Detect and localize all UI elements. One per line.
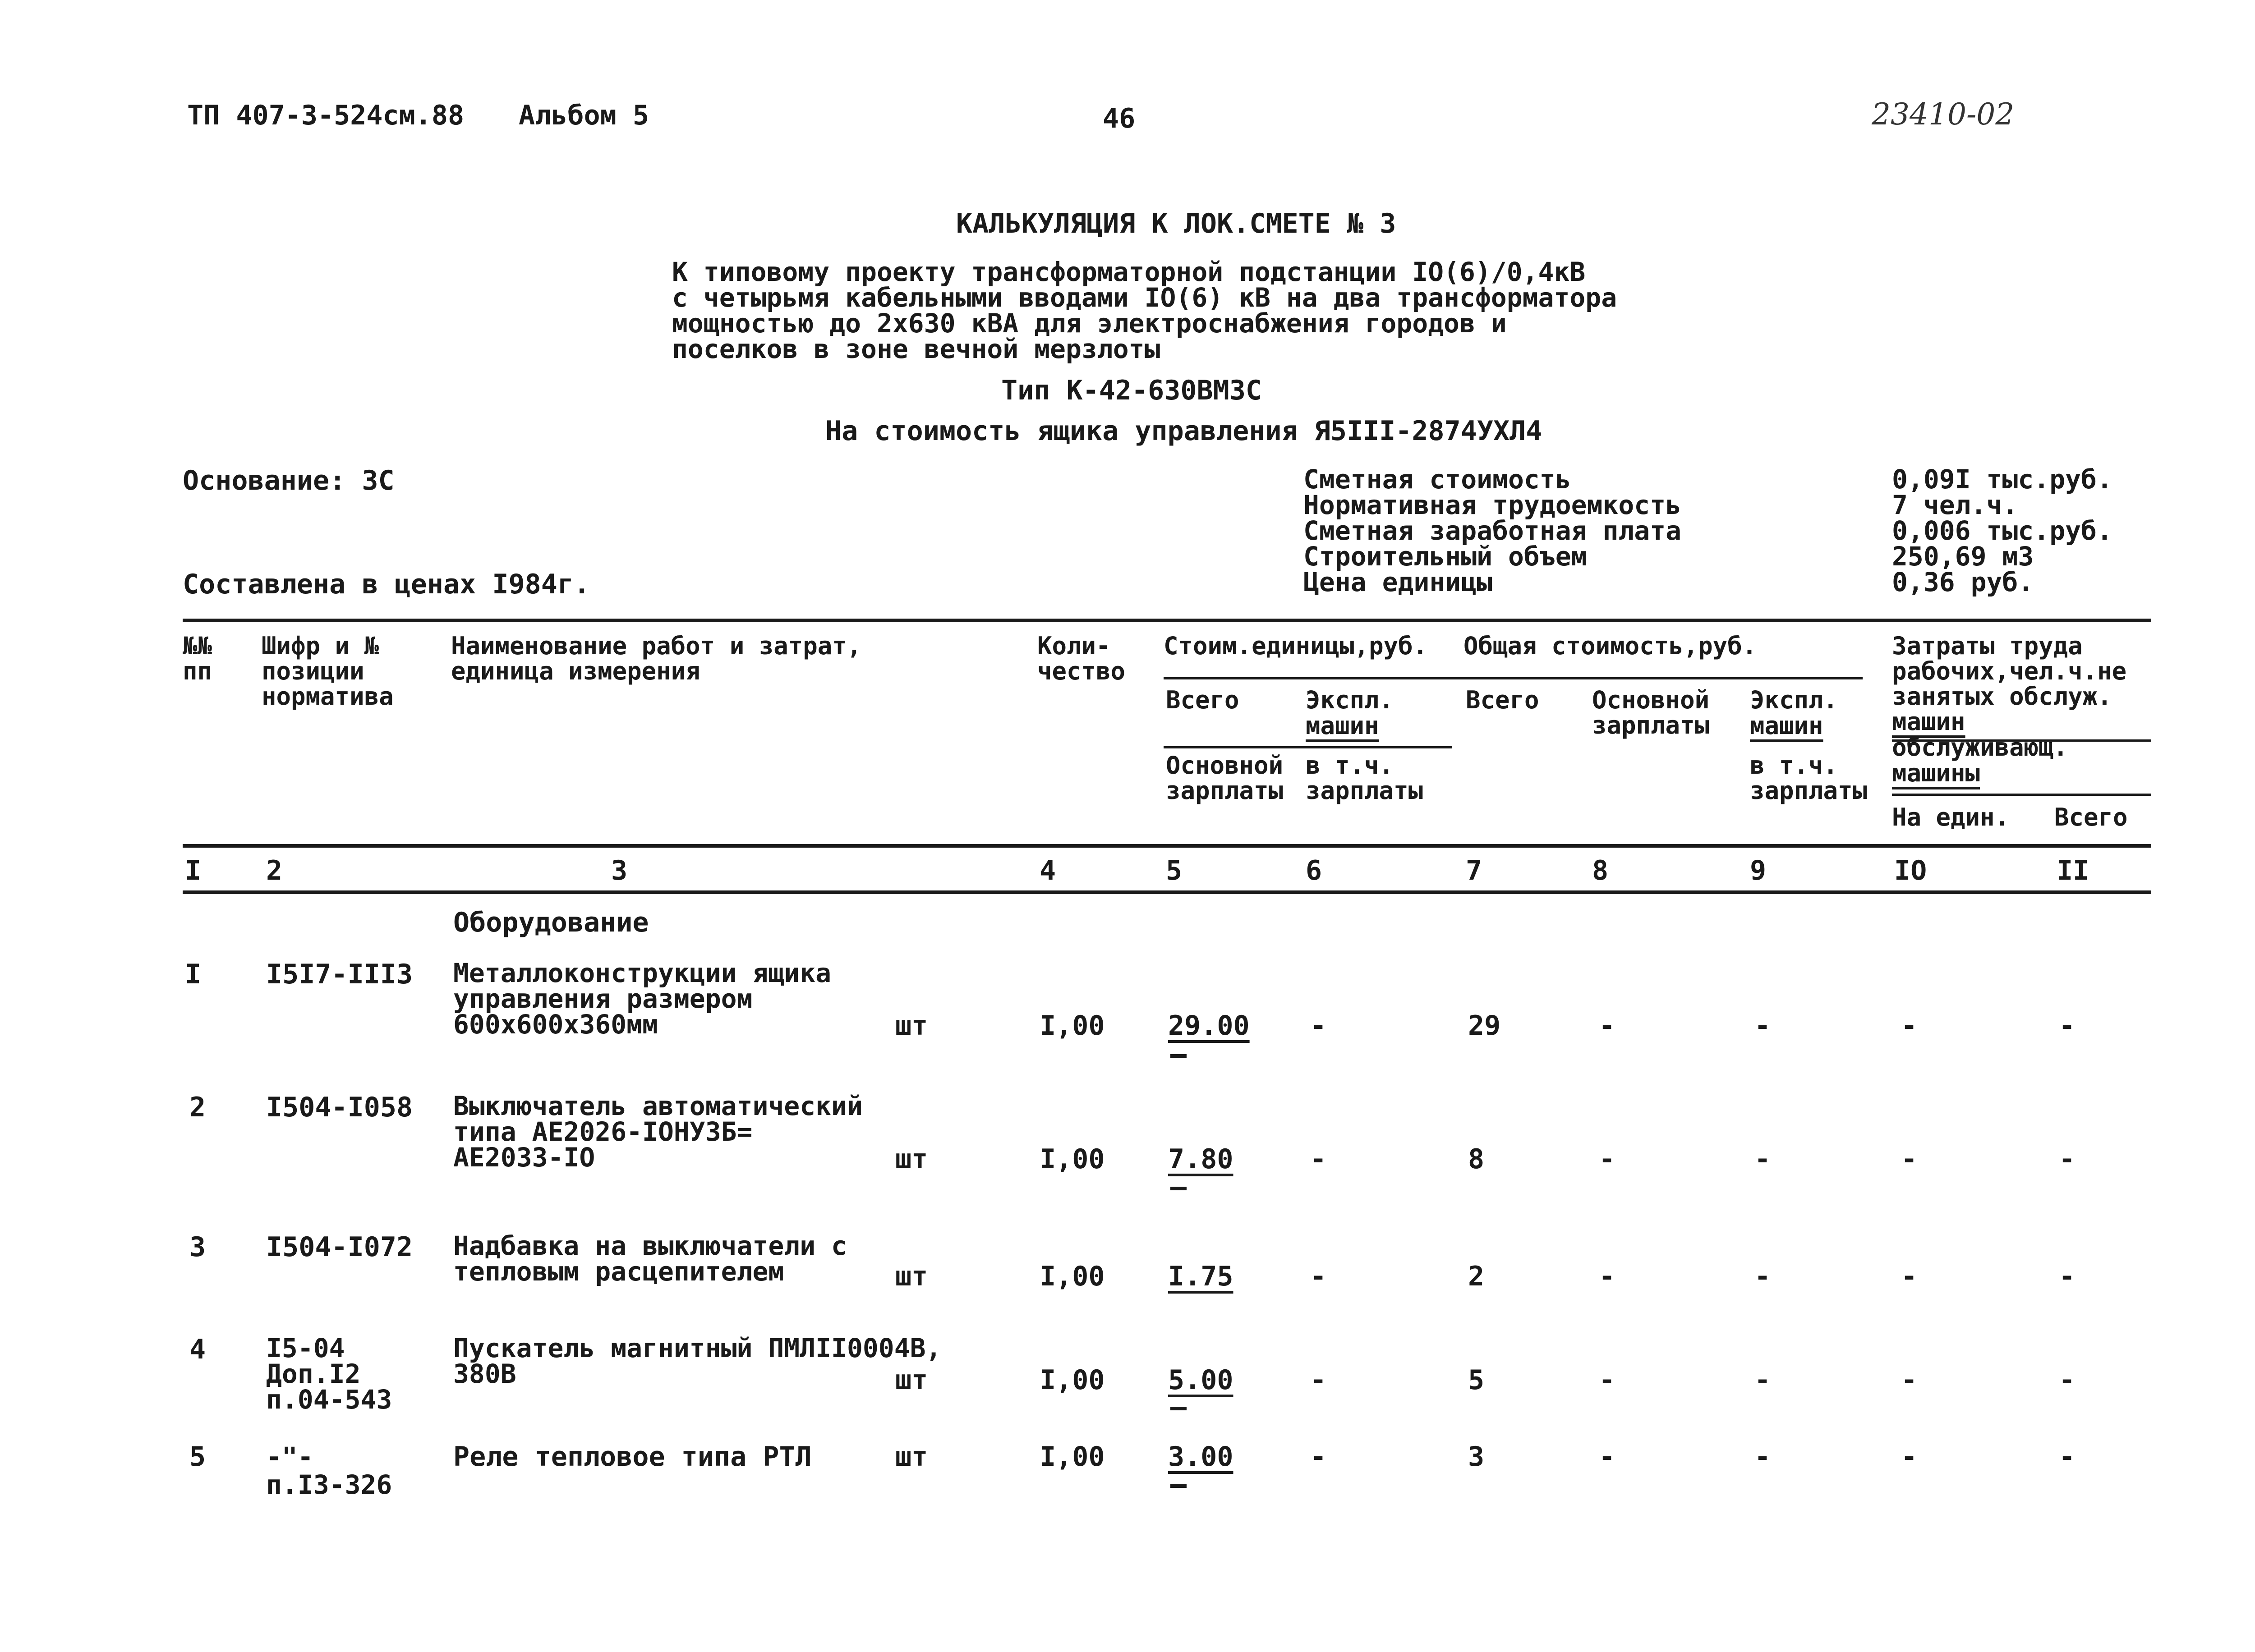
row-5-labor-unit: -	[1901, 1441, 1918, 1473]
row-1-expl: -	[1754, 1010, 1771, 1042]
row-5-quantity: I,00	[1040, 1441, 1105, 1473]
header-bottom-rule	[183, 844, 2151, 848]
row-1-labor-total: -	[2059, 1010, 2076, 1042]
col-num-6: 6	[1306, 855, 1322, 886]
row-2-base-wage: -	[1599, 1143, 1615, 1175]
row-5-unit-total: 3.00	[1168, 1441, 1233, 1473]
row-2-name: Выключатель автоматический типа АЕ2026-IОНУЗБ= АЕ2033-IO	[453, 1091, 863, 1173]
cost-group-rule	[1164, 677, 1863, 679]
row-2-unit: шт	[895, 1143, 928, 1175]
row-2-unit-total: 7.80	[1168, 1143, 1233, 1175]
row-1-total: 29	[1468, 1010, 1501, 1042]
col-header-number: №№ пп	[183, 632, 212, 685]
row-4-unit-total: 5.00	[1168, 1364, 1233, 1396]
col-num-11: II	[2057, 855, 2089, 886]
row-2-code: I504-I058	[266, 1092, 413, 1123]
row-4-name: Пускатель магнитный ПМЛII0004В, 380В	[453, 1333, 942, 1389]
row-2-expl: -	[1754, 1143, 1771, 1175]
type-line: Тип К-42-630ВМЗС	[1001, 375, 1262, 406]
row-1-unit-total: 29.00	[1168, 1010, 1250, 1042]
row-3-base-wage: -	[1599, 1261, 1615, 1292]
cost-line: На стоимость ящика управления Я5III-2874УХЛ4	[825, 415, 1542, 447]
row-4-expl: -	[1754, 1364, 1771, 1396]
column-numbers-rule	[183, 890, 2151, 894]
col-header-6-bottom: в т.ч. зарплаты	[1306, 751, 1423, 805]
row-5-code: -"- п.I3-326	[266, 1441, 392, 1500]
row-2-labor-total: -	[2059, 1143, 2076, 1175]
handwritten-stamp: 23410-02	[1872, 97, 2015, 132]
section-label: Оборудование	[453, 907, 649, 938]
row-5-total: 3	[1468, 1441, 1485, 1473]
row-2-unit-expl: -	[1310, 1143, 1327, 1175]
col-num-8: 8	[1592, 855, 1609, 886]
row-2-total: 8	[1468, 1143, 1485, 1175]
row-1-base-wage: -	[1599, 1010, 1615, 1042]
col-num-9: 9	[1750, 855, 1767, 886]
col-header-11: Всего	[2054, 803, 2128, 831]
row-2-quantity: I,00	[1040, 1143, 1105, 1175]
row-3-code: I504-I072	[266, 1231, 413, 1263]
col-header-quantity: Коли- чество	[1037, 632, 1126, 685]
row-2-labor-unit: -	[1901, 1143, 1918, 1175]
summary-values: 0,09I тыс.руб. 7 чел.ч. 0,006 тыс.руб. 250,69 м3 0,36 руб.	[1892, 464, 2112, 597]
row-3-unit: шт	[895, 1261, 928, 1292]
col-header-9-top: Экспл.	[1750, 686, 1838, 714]
basis-text: Основание: ЗС	[183, 465, 395, 496]
col-header-name: Наименование работ и затрат, единица измерения	[451, 632, 862, 685]
col-header-9-top-machines: машин	[1750, 711, 1823, 740]
row-4-number: 4	[189, 1334, 206, 1365]
col-header-labor-service-machines: машины	[1892, 759, 1980, 787]
col-num-2: 2	[266, 855, 283, 886]
row-3-unit-expl: -	[1310, 1261, 1327, 1292]
col-header-9-bottom: в т.ч. зарплаты	[1750, 751, 1868, 805]
col-num-10: IO	[1894, 855, 1927, 886]
row-4-base-wage-dash	[1170, 1407, 1187, 1410]
row-4-total: 5	[1468, 1364, 1485, 1396]
col-header-7: Всего	[1466, 686, 1539, 714]
row-4-quantity: I,00	[1040, 1364, 1105, 1396]
row-5-name: Реле тепловое типа РТЛ	[453, 1441, 812, 1473]
col-header-10: На един.	[1892, 803, 2010, 831]
row-3-total: 2	[1468, 1261, 1485, 1292]
row-1-base-wage-dash	[1170, 1054, 1187, 1058]
row-1-name: Металлоконструкции ящика управления размером 600х600х360мм	[453, 958, 832, 1040]
row-4-unit-expl: -	[1310, 1364, 1327, 1396]
row-5-base-wage-dash	[1170, 1484, 1187, 1488]
col-header-6-top-machines: машин	[1306, 711, 1379, 740]
project-description: К типовому проекту трансформаторной подстанции IO(6)/0,4кВ с четырьмя кабельными вводами IO(6) кВ на два трансформатора мощностью до 2х630 кВА для электроснабжения городов и поселков в зоне вечной мерзлоты	[672, 257, 1617, 364]
calculation-title: КАЛЬКУЛЯЦИЯ К ЛОК.СМЕТЕ № 3	[956, 208, 1396, 239]
col-header-5-top: Всего	[1166, 686, 1239, 714]
row-5-base-wage: -	[1599, 1441, 1615, 1473]
header-top-rule	[183, 619, 2151, 622]
col-header-6-top: Экспл.	[1306, 686, 1394, 714]
row-1-labor-unit: -	[1901, 1010, 1918, 1042]
row-3-name: Надбавка на выключатели с тепловым расцепителем	[453, 1230, 847, 1287]
row-4-labor-total: -	[2059, 1364, 2076, 1396]
col-num-3: 3	[611, 855, 628, 886]
col-num-5: 5	[1166, 855, 1183, 886]
row-4-unit: шт	[895, 1364, 928, 1396]
row-1-unit: шт	[895, 1010, 928, 1042]
col-header-code: Шифр и № позиции норматива	[262, 632, 394, 711]
row-3-labor-unit: -	[1901, 1261, 1918, 1292]
col-num-1: I	[185, 855, 202, 886]
row-3-labor-total: -	[2059, 1261, 2076, 1292]
row-4-base-wage: -	[1599, 1364, 1615, 1396]
col-header-labor-machines: машин	[1892, 707, 1965, 736]
row-1-code: I5I7-III3	[266, 959, 413, 990]
row-4-labor-unit: -	[1901, 1364, 1918, 1396]
album-label: Альбом 5	[519, 100, 649, 131]
col-header-unit-cost: Стоим.единицы,руб.	[1164, 632, 1428, 660]
row-4-code: I5-04 Доп.I2 п.04-543	[266, 1333, 392, 1415]
unit-cost-sub-rule	[1164, 746, 1452, 748]
summary-labels: Сметная стоимость Нормативная трудоемкость Сметная заработная плата Строительный объем Цена единицы	[1303, 464, 1682, 597]
row-3-unit-total: I.75	[1168, 1261, 1233, 1292]
col-header-5-bottom: Основной зарплаты	[1166, 751, 1284, 805]
col-header-8: Основной зарплаты	[1592, 686, 1710, 739]
row-5-unit: шт	[895, 1441, 928, 1473]
row-3-expl: -	[1754, 1261, 1771, 1292]
col-num-7: 7	[1466, 855, 1482, 886]
row-1-quantity: I,00	[1040, 1010, 1105, 1042]
col-header-total-cost: Общая стоимость,руб.	[1463, 632, 1757, 660]
row-2-base-wage-dash	[1170, 1187, 1187, 1190]
row-5-unit-expl: -	[1310, 1441, 1327, 1473]
row-3-number: 3	[189, 1231, 206, 1263]
col-header-labor-service: обслуживающ.	[1892, 733, 2068, 762]
prices-text: Составлена в ценах I984г.	[183, 569, 590, 600]
row-5-expl: -	[1754, 1441, 1771, 1473]
row-1-unit-expl: -	[1310, 1010, 1327, 1042]
col-num-4: 4	[1040, 855, 1056, 886]
row-5-number: 5	[189, 1441, 206, 1473]
document-code: ТП 407-3-524см.88	[187, 100, 465, 131]
labor-sub-rule	[1892, 794, 2151, 796]
col-header-labor: Затраты труда рабочих,чел.ч.не занятых обслуж.	[1892, 632, 2127, 711]
page-number: 46	[1103, 103, 1136, 134]
row-3-quantity: I,00	[1040, 1261, 1105, 1292]
row-5-labor-total: -	[2059, 1441, 2076, 1473]
row-2-number: 2	[189, 1092, 206, 1123]
row-1-number: I	[185, 959, 202, 990]
